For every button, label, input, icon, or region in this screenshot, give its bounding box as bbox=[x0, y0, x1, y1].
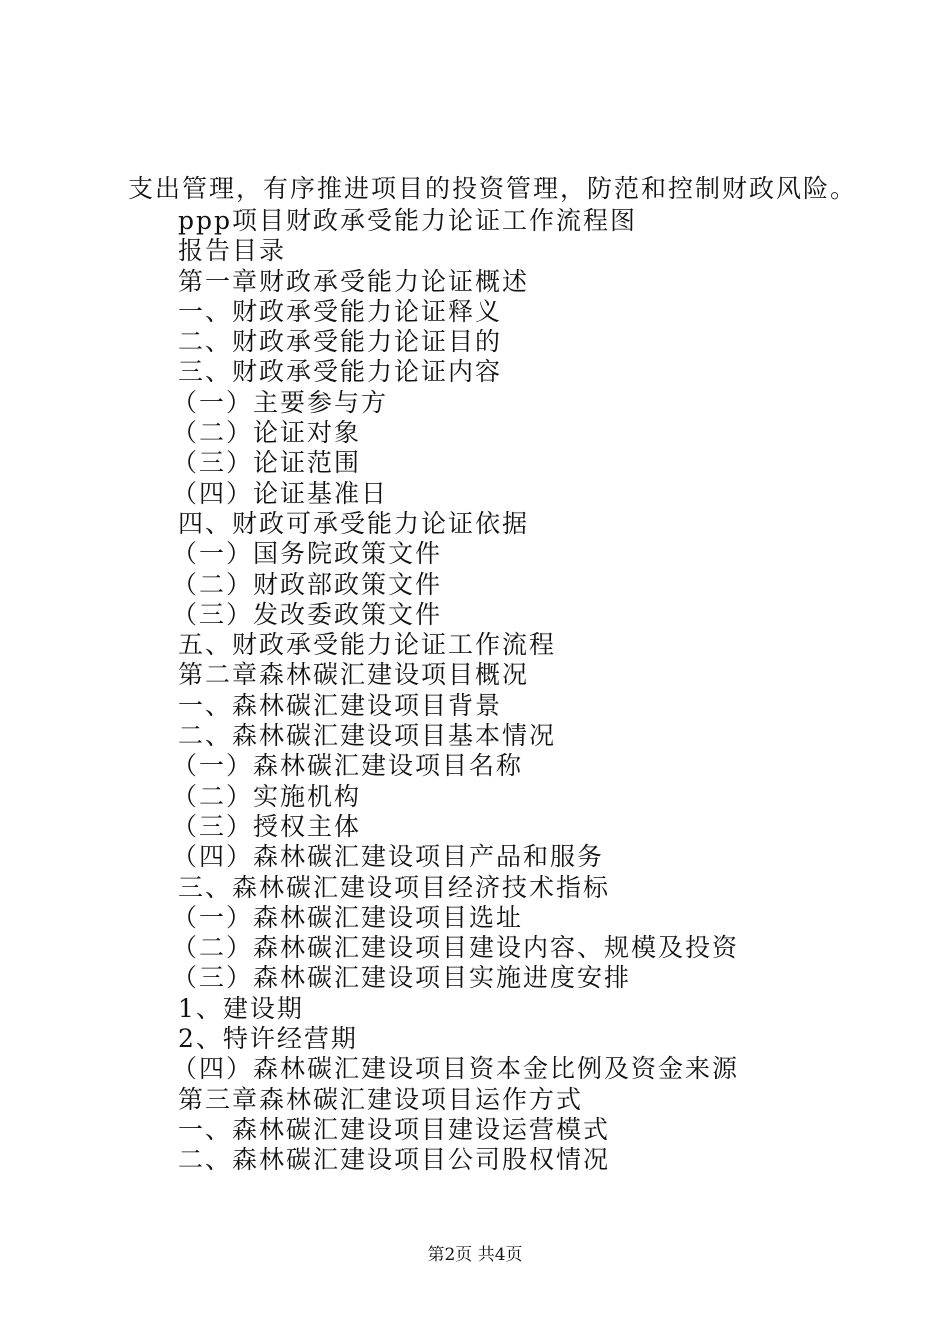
toc-line: 报告目录 bbox=[178, 236, 287, 266]
toc-line: （一）国务院政策文件 bbox=[172, 539, 443, 569]
toc-line: 一、森林碳汇建设项目背景 bbox=[178, 690, 503, 720]
toc-line: （一）森林碳汇建设项目选址 bbox=[172, 902, 524, 932]
toc-line: （三）森林碳汇建设项目实施进度安排 bbox=[172, 963, 632, 993]
toc-line: 第三章森林碳汇建设项目运作方式 bbox=[178, 1084, 584, 1114]
toc-line: 2、特许经营期 bbox=[178, 1024, 358, 1054]
report-toc-list bbox=[172, 206, 740, 1176]
toc-line: （四）森林碳汇建设项目资本金比例及资金来源 bbox=[172, 1054, 740, 1084]
toc-line: 三、财政承受能力论证内容 bbox=[178, 357, 503, 387]
toc-line: 第一章财政承受能力论证概述 bbox=[178, 266, 530, 296]
toc-line: 一、财政承受能力论证释义 bbox=[178, 296, 503, 326]
toc-line: （四）森林碳汇建设项目产品和服务 bbox=[172, 842, 605, 872]
toc-line: （二）财政部政策文件 bbox=[172, 569, 443, 599]
toc-line: 二、森林碳汇建设项目基本情况 bbox=[178, 721, 557, 751]
toc-line: （四）论证基准日 bbox=[172, 478, 389, 508]
toc-line: （二）森林碳汇建设项目建设内容、规模及投资 bbox=[172, 933, 740, 963]
toc-line: 第二章森林碳汇建设项目概况 bbox=[178, 660, 530, 690]
toc-line: （二）实施机构 bbox=[172, 781, 362, 811]
toc-line: （一）森林碳汇建设项目名称 bbox=[172, 751, 524, 781]
toc-line: （一）主要参与方 bbox=[172, 387, 389, 417]
toc-line: 五、财政承受能力论证工作流程 bbox=[178, 630, 557, 660]
toc-line: （三）授权主体 bbox=[172, 811, 362, 841]
toc-line: 四、财政可承受能力论证依据 bbox=[178, 508, 530, 538]
toc-line: 二、财政承受能力论证目的 bbox=[178, 327, 503, 357]
toc-line: 二、森林碳汇建设项目公司股权情况 bbox=[178, 1145, 611, 1175]
continuation-paragraph: 支出管理，有序推进项目的投资管理，防范和控制财政风险。 bbox=[128, 174, 858, 203]
toc-line: （二）论证对象 bbox=[172, 418, 362, 448]
toc-line: （三）发改委政策文件 bbox=[172, 599, 443, 629]
toc-line: ppp项目财政承受能力论证工作流程图 bbox=[178, 206, 638, 235]
toc-line: （三）论证范围 bbox=[172, 448, 362, 478]
toc-line: 三、森林碳汇建设项目经济技术指标 bbox=[178, 872, 611, 902]
toc-line: 1、建设期 bbox=[178, 993, 304, 1023]
toc-line: 一、森林碳汇建设项目建设运营模式 bbox=[178, 1114, 611, 1144]
page-number-footer: 第2页 共4页 bbox=[427, 1245, 523, 1265]
